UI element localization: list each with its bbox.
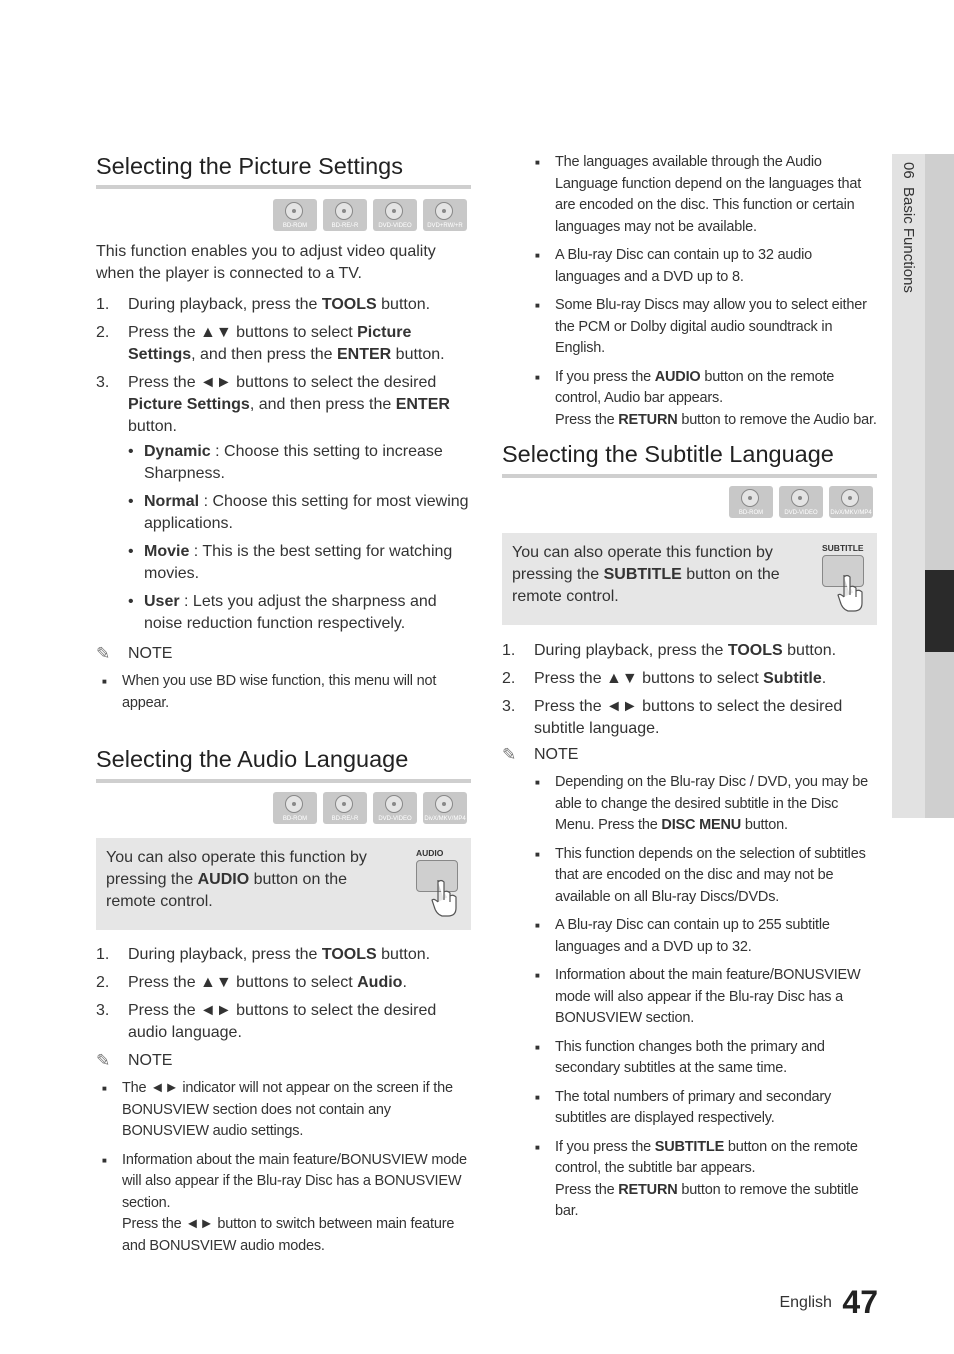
sidebar-strip: [925, 154, 954, 818]
disc-icon: BD-RE/-R: [323, 792, 367, 824]
picture-intro: This function enables you to adjust video quality when the player is connected to a TV.: [96, 243, 436, 282]
disc-icon: DivX/MKV/MP4: [423, 792, 467, 824]
note-item: ■ The ◄► indicator will not appear on the screen if the BONUSVIEW section does not contain any BONUSVIEW audio settings.: [102, 1080, 453, 1139]
subtitle-notes: [502, 744, 882, 1230]
disc-icon: DVD-VIDEO: [373, 792, 417, 824]
step-item: 2. Press the ▲▼ buttons to select Picture Settings, and then press the ENTER button.: [96, 324, 445, 363]
subtitle-disc-icons: [502, 486, 873, 518]
option-item: • Movie : This is the best setting for watching movies.: [128, 543, 453, 582]
section-rule: [502, 474, 877, 478]
note-item: ■ The total numbers of primary and secondary subtitles are displayed respectively.: [535, 1088, 832, 1126]
note-item: ■ Some Blu-ray Discs may allow you to select either the PCM or Dolby digital audio soundtrack in English.: [535, 297, 867, 356]
audio-language-title: Selecting the Audio Language: [96, 746, 409, 772]
step-item: 3. Press the ◄► buttons to select the desired audio language.: [96, 1002, 437, 1041]
option-item: • Normal : Choose this setting for most viewing applications.: [128, 493, 469, 532]
section-rule: [96, 779, 471, 783]
note-item: ■ This function changes both the primary and secondary subtitles at the same time.: [535, 1038, 825, 1076]
audio-notes-continued: [529, 152, 879, 438]
disc-icon: DVD+RW/+R: [423, 199, 467, 231]
disc-icon: DVD-VIDEO: [373, 199, 417, 231]
picture-body: [96, 241, 476, 721]
page-number: 47: [842, 1284, 878, 1320]
note-item: ■ A Blu-ray Disc can contain up to 32 audio languages and a DVD up to 8.: [535, 247, 812, 285]
disc-icon: BD-ROM: [729, 486, 773, 518]
audio-remote-button: AUDIO: [416, 848, 458, 892]
step-item: 3. Press the ◄► buttons to select the desired subtitle language.: [502, 698, 843, 737]
note-item: ■ Information about the main feature/BONUSVIEW mode will also appear if the Blu-ray Disc has a BONUSVIEW section. Press the ◄► button to switch between main feature and BONUSVIEW audio modes.: [102, 1151, 467, 1254]
pencil-icon: ✎: [96, 644, 111, 663]
section-rule: [96, 185, 471, 189]
chapter-label: [900, 162, 917, 293]
note-heading: ✎ NOTE: [96, 1051, 173, 1070]
step-item: 1. During playback, press the TOOLS button.: [502, 642, 837, 659]
subtitle-language-title: Selecting the Subtitle Language: [502, 441, 834, 467]
disc-icon: DivX/MKV/MP4: [829, 486, 873, 518]
note-item: ■ Information about the main feature/BONUSVIEW mode will also appear if the Blu-ray Disc has a BONUSVIEW section.: [535, 967, 861, 1026]
picture-disc-icons: [96, 199, 467, 231]
disc-icon: BD-RE/-R: [323, 199, 367, 231]
audio-tip-box: [96, 838, 471, 930]
picture-settings-title: Selecting the Picture Settings: [96, 153, 403, 179]
note-heading: ✎ NOTE: [502, 745, 579, 764]
audio-tip-text: You can also operate this function by pressing the AUDIO button on the remote control.: [106, 849, 367, 910]
step-item: 2. Press the ▲▼ buttons to select Subtitle.: [502, 670, 827, 687]
pencil-icon: ✎: [502, 745, 517, 764]
subtitle-tip-box: [502, 533, 877, 625]
step-item: 3. Press the ◄► buttons to select the desired Picture Settings, and then press the ENTER button.: [96, 374, 450, 435]
sidebar-chapter-marker: [925, 570, 954, 652]
audio-disc-icons: [96, 792, 467, 824]
step-item: 1. During playback, press the TOOLS button.: [96, 946, 431, 963]
note-item: ■ If you press the SUBTITLE button on the remote control, the subtitle bar appears. Press the RETURN button to remove the subtitle bar.: [535, 1138, 859, 1219]
subtitle-tip-text: You can also operate this function by pressing the SUBTITLE button on the remote control.: [512, 544, 780, 605]
disc-icon: BD-ROM: [273, 792, 317, 824]
note-item: ■ The languages available through the Audio Language function depend on the languages that are encoded on the disc. This function or certain languages may not be available.: [535, 154, 862, 235]
audio-body: [96, 944, 476, 1264]
hand-pointer-icon: [430, 878, 460, 918]
disc-icon: DVD-VIDEO: [779, 486, 823, 518]
chapter-sidebar: [892, 154, 954, 818]
note-item: ■ This function depends on the selection of subtitles that are encoded on the disc and may not be available on all Blu-ray Discs/DVDs.: [535, 845, 866, 905]
step-item: 2. Press the ▲▼ buttons to select Audio.: [96, 974, 407, 991]
footer-language: English: [779, 1294, 832, 1311]
note-item: ■ If you press the AUDIO button on the remote control, Audio bar appears. Press the RETURN button to remove the Audio bar.: [535, 368, 877, 428]
disc-icon: BD-ROM: [273, 199, 317, 231]
option-item: • Dynamic : Choose this setting to increase Sharpness.: [128, 443, 443, 482]
chapter-number: 06: [900, 162, 917, 179]
hand-pointer-icon: [836, 573, 866, 613]
page-footer: [740, 1284, 878, 1321]
note-item: ■ When you use BD wise function, this menu will not appear.: [102, 673, 437, 711]
note-heading: ✎ NOTE: [96, 644, 173, 663]
subtitle-remote-button: SUBTITLE: [822, 543, 864, 587]
chapter-title: Basic Functions: [900, 187, 917, 293]
step-item: 1. During playback, press the TOOLS button.: [96, 296, 431, 313]
subtitle-body: [502, 640, 882, 746]
note-item: ■ A Blu-ray Disc can contain up to 255 subtitle languages and a DVD up to 32.: [535, 917, 830, 955]
note-item: ■ Depending on the Blu-ray Disc / DVD, you may be able to change the desired subtitle in the Disc Menu. Press the DISC MENU button.: [535, 774, 868, 833]
pencil-icon: ✎: [96, 1051, 111, 1070]
option-item: • User : Lets you adjust the sharpness and noise reduction function respectively.: [128, 593, 437, 632]
